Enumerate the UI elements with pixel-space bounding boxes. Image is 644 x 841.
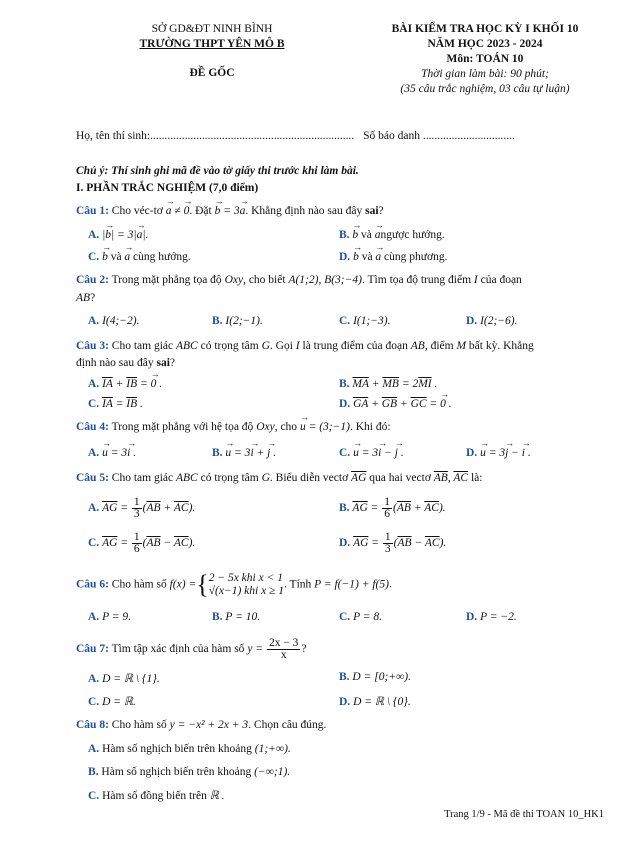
q8-option-b[interactable]	[88, 766, 290, 778]
student-id-field: Số báo danh ................................	[363, 130, 515, 142]
q7-d-label: D.	[339, 696, 351, 708]
page-footer: Trang 1/9 - Mã đề thi TOAN 10_HK1	[444, 809, 604, 820]
q8-c-label: C.	[88, 790, 100, 802]
q4-option-c[interactable]: C. → u = 3→ i − → j .	[339, 447, 404, 459]
q6-d-label: D.	[466, 611, 478, 623]
q2-option-c[interactable]	[339, 315, 391, 327]
question-3: Câu 3: Cho tam giác ABC có trọng tâm G. Gọi I là trung điểm của đoạn AB, điểm M bất kỳ. Khẳng	[76, 340, 534, 352]
q7-option-c[interactable]	[88, 694, 136, 708]
q2-c-value: I(1;−3).	[353, 315, 391, 327]
q3-option-d[interactable]: D. $\overline{GA} + \overline{GB} + \overline{GC}$ = → 0 .	[339, 398, 452, 410]
q4-c-label: C.	[339, 447, 351, 459]
question-5: Câu 5: Cho tam giác ABC có trọng tâm G. Biểu diễn vectơ $\overline{AG}$ qua hai vectơ $\overline{AB}$, $\overline{AC}$ là:	[76, 472, 483, 484]
q6-c-label: C.	[339, 611, 351, 623]
question-2-cont: AB?	[76, 292, 96, 304]
q2-a-label: A.	[88, 315, 100, 327]
q3-text8: sai	[156, 357, 170, 369]
q6-b-value: P = 10.	[225, 611, 261, 623]
q4-d-label: D.	[466, 447, 478, 459]
q6-option-b[interactable]	[212, 611, 260, 623]
exam-note: Chú ý: Thí sinh ghi mã đề vào tờ giấy thi trước khi làm bài.	[76, 165, 359, 177]
school-name: TRƯỜNG THPT YÊN MÔ B	[139, 38, 285, 50]
q6-label: Câu 6:	[76, 578, 109, 591]
q5-text5: là:	[470, 472, 483, 484]
q5-text4: qua hai vectơ	[369, 472, 431, 484]
q5-d-label: D.	[339, 537, 351, 550]
q7-b-label: B.	[339, 671, 350, 683]
q1-text: Cho véc-tơ	[111, 205, 163, 217]
q2-label: Câu 2:	[76, 274, 109, 286]
q8-option-a[interactable]	[88, 743, 291, 755]
q3-text5: , điểm	[424, 340, 454, 352]
q1-text-b: . Đặt	[189, 205, 212, 217]
q1-c-text: và	[110, 251, 122, 263]
q6-option-a[interactable]	[88, 611, 131, 623]
q7-text: Tìm tập xác định của hàm số	[111, 643, 245, 656]
q2-c-label: C.	[339, 315, 351, 327]
q8-text2: . Chọn câu đúng.	[248, 719, 327, 731]
q2-b-label: B.	[212, 315, 223, 327]
header-left	[92, 22, 332, 81]
q1-d-text: và	[361, 251, 373, 263]
q5-option-d[interactable]: D. $\overline{AG}$ = $\frac{1}{3}$ $(\overline{AB} - \overline{AC})$.	[339, 531, 447, 555]
q7-a-value: D = ℝ \ {1}.	[102, 673, 160, 685]
q8-c-text: Hàm số đồng biến trên	[102, 790, 207, 802]
q8-label: Câu 8:	[76, 719, 109, 731]
q8-b-text: Hàm số nghịch biến trên khoảng	[101, 766, 252, 778]
q1-c-label: C.	[88, 251, 100, 263]
q2-option-b[interactable]	[212, 315, 263, 327]
q5-text: Cho tam giác	[111, 472, 174, 484]
q5-label: Câu 5:	[76, 472, 109, 484]
q3-text2: có trọng tâm	[200, 340, 259, 352]
section-title: I. PHẦN TRẮC NGHIỆM (7,0 điểm)	[76, 182, 259, 194]
q1-a-label: A.	[88, 229, 100, 241]
q5-text3: . Biểu diễn vectơ	[269, 472, 349, 484]
q2-b-value: I(2;−1).	[225, 315, 263, 327]
q3-text3: . Gọi	[269, 340, 293, 352]
question-4: Câu 4: Trong mặt phẳng với hệ tọa độ Oxy, cho → u = (3;−1). Khi đó:	[76, 421, 604, 433]
q6-b-label: B.	[212, 611, 223, 623]
q8-option-c[interactable]	[88, 788, 225, 802]
student-info	[76, 130, 604, 142]
q3-text4: là trung điểm của đoạn	[302, 340, 408, 352]
q6-option-d[interactable]	[466, 611, 517, 623]
q8-c-value: ℝ .	[209, 790, 225, 802]
q3-option-c[interactable]: C. $\overline{IA} = \overline{IB}$ .	[88, 398, 143, 410]
q7-a-label: A.	[88, 673, 100, 685]
q3-c-label: C.	[88, 398, 100, 410]
q8-a-label: A.	[88, 743, 100, 755]
q7-option-a[interactable]	[88, 671, 160, 685]
q2-text4: của đoạn	[480, 274, 522, 286]
q1-b-label: B.	[339, 229, 350, 241]
q4-text3: . Khi đó:	[349, 421, 391, 433]
dept-name: SỞ GD&ĐT NINH BÌNH	[151, 23, 273, 35]
q2-text2: , cho biết	[243, 274, 286, 286]
q6-piece-1: 2 − 5x khi x < 1	[208, 572, 283, 584]
q2-text3: . Tìm tọa độ trung điểm	[361, 274, 472, 286]
q5-b-label: B.	[339, 502, 350, 515]
q2-option-d[interactable]	[466, 315, 518, 327]
q3-b-label: B.	[339, 378, 350, 390]
q3-text7: định nào sau đây	[76, 357, 154, 369]
question-7: Câu 7: Tìm tập xác định của hàm số y = $\frac{2x - 3}{x}$ ?	[76, 637, 307, 661]
student-name-field: Họ, tên thí sinh:.......................................................................	[76, 130, 355, 142]
q3-a-label: A.	[88, 378, 100, 390]
q4-text: Trong mặt phẳng với hệ tọa độ	[111, 421, 254, 433]
question-2: Câu 2: Trong mặt phẳng tọa độ Oxy, cho biết A(1;2), B(3;−4). Tìm tọa độ trung điểm I của đoạn	[76, 274, 522, 286]
q2-text: Trong mặt phẳng tọa độ	[111, 274, 222, 286]
q8-b-label: B.	[88, 766, 99, 778]
q7-option-b[interactable]	[339, 671, 411, 683]
q8-a-value: (1;+∞).	[254, 743, 291, 755]
exam-title: BÀI KIỂM TRA HỌC KỲ I KHỐI 10	[391, 23, 579, 35]
question-8: Câu 8: Cho hàm số y = −x² + 2x + 3. Chọn câu đúng.	[76, 719, 327, 731]
q6-c-value: P = 8.	[353, 611, 383, 623]
q1-label: Câu 1:	[76, 205, 109, 217]
question-1: Câu 1: Cho véc-tơ → a ≠ → 0. Đặt → b = 3→ a. Khẳng định nào sau đây sai?	[76, 205, 604, 217]
q3-text: Cho tam giác	[111, 340, 174, 352]
q5-c-label: C.	[88, 537, 100, 550]
q2-option-a[interactable]	[88, 315, 140, 327]
q2-text5: AB	[76, 292, 91, 304]
q8-a-text: Hàm số nghịch biến trên khoảng	[102, 743, 252, 755]
q6-a-value: P = 9.	[102, 611, 132, 623]
q6-piece-2: √(x−1) khi x ≥ 1	[208, 585, 284, 597]
q3-option-b[interactable]: B. $\overline{MA} + \overline{MB} = 2\overline{MI}$ .	[339, 378, 438, 390]
q3-option-a[interactable]: A. $\overline{IA} + \overline{IB}$ = → 0 .	[88, 378, 162, 390]
q2-d-value: I(2;−6).	[480, 315, 518, 327]
q4-a-label: A.	[88, 447, 100, 459]
q1-b-text: và	[361, 229, 372, 241]
q7-option-d[interactable]	[339, 694, 411, 708]
q8-text: Cho hàm số	[111, 719, 167, 731]
q8-b-value: (−∞;1).	[254, 766, 291, 778]
q1-b-text2: ngược hướng.	[380, 229, 445, 241]
exam-code: ĐỀ GỐC	[189, 67, 235, 79]
q7-b-value: D = [0;+∞).	[352, 671, 411, 683]
q1-text-c: . Khẳng định nào sau đây	[245, 205, 363, 217]
q3-text6: bất kỳ. Khẳng	[468, 340, 534, 352]
q1-option-d[interactable]: D. → b và → a cùng phương.	[339, 251, 447, 263]
q1-option-a[interactable]: A. |→ b| = 3|→ a|.	[88, 229, 148, 241]
q7-c-value: D = ℝ.	[102, 696, 136, 708]
q6-text2: . Tính	[284, 578, 312, 591]
q1-text-d: sai	[365, 205, 379, 217]
q2-a-value: I(4;−2).	[102, 315, 140, 327]
exam-time: Thời gian làm bài: 90 phút;	[421, 68, 549, 80]
q5-option-a[interactable]: A. $\overline{AG}$ = $\frac{1}{3}$ $(\overline{AB} + \overline{AC})$.	[88, 496, 196, 520]
q4-text2: , cho	[274, 421, 298, 433]
question-6: Câu 6: Cho hàm số f(x) ={ 2 − 5x khi x < 1 √(x−1) khi x ≥ 1 . Tính P = f(−1) + f(5).	[76, 570, 392, 599]
q7-c-label: C.	[88, 696, 100, 708]
q4-option-a[interactable]: A. → u = 3→ i .	[88, 447, 136, 459]
q3-d-label: D.	[339, 398, 351, 410]
q5-option-c[interactable]: C. $\overline{AG}$ = $\frac{1}{6}$ $(\overline{AB} - \overline{AC})$.	[88, 531, 196, 555]
subject: Môn: TOÁN 10	[446, 53, 524, 65]
q3-label: Câu 3:	[76, 340, 109, 352]
q1-d-label: D.	[339, 251, 351, 263]
q4-option-b[interactable]: B. → u = 3→ i + → j .	[212, 447, 276, 459]
q6-d-value: P = −2.	[480, 611, 517, 623]
school-year: NĂM HỌC 2023 - 2024	[427, 38, 543, 50]
header-right	[340, 22, 630, 97]
q7-label: Câu 7:	[76, 643, 109, 656]
q5-a-label: A.	[88, 502, 100, 515]
q6-option-c[interactable]	[339, 611, 382, 623]
q4-b-label: B.	[212, 447, 223, 459]
question-3-cont: định nào sau đây sai?	[76, 357, 176, 369]
q2-d-label: D.	[466, 315, 478, 327]
q5-option-b[interactable]: B. $\overline{AG}$ = $\frac{1}{6}$ $(\overline{AB} + \overline{AC})$.	[339, 496, 446, 520]
q1-d-text2: cùng phương.	[384, 251, 448, 263]
q1-option-c[interactable]: C. → b và → a cùng hướng.	[88, 251, 191, 263]
q7-d-value: D = ℝ \ {0}.	[353, 696, 411, 708]
q1-option-b[interactable]: B. → b và → angược hướng.	[339, 229, 445, 241]
q5-text2: có trọng tâm	[200, 472, 259, 484]
q6-a-label: A.	[88, 611, 100, 623]
q4-option-d[interactable]: D. → u = 3→ j − → i .	[466, 447, 531, 459]
q1-c-text2: cùng hướng.	[133, 251, 191, 263]
q4-label: Câu 4:	[76, 421, 109, 433]
exam-structure: (35 câu trắc nghiệm, 03 câu tự luận)	[400, 83, 570, 95]
q6-text: Cho hàm số	[111, 578, 167, 591]
